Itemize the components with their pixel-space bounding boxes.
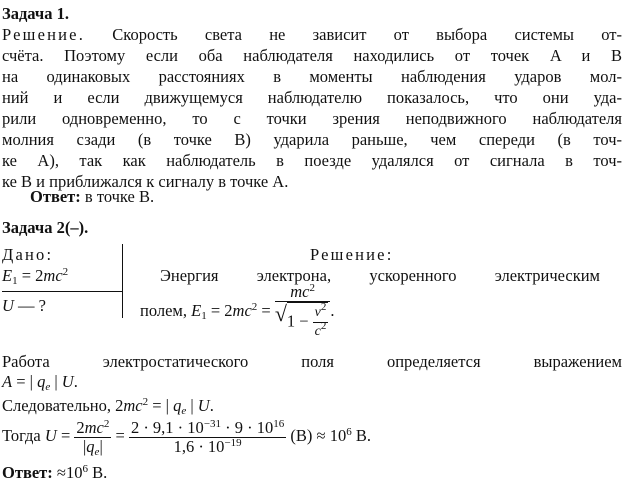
task2-solution-label: Решение: <box>310 245 394 264</box>
find-unknown: U — ? <box>2 296 46 315</box>
task1-line-2: счёта. Поэтому если оба наблюдателя находились от точек A и B <box>2 46 622 65</box>
task1-line-7: ке A), так как наблюдатель в поезде удалялся от сигнала в точ- <box>2 151 622 170</box>
task1-line-4: ний и если движущемуся наблюдателю показалось, что они уда- <box>2 88 622 107</box>
task2-answer-label: Ответ: <box>2 463 53 482</box>
task1-solution-label: Решение. <box>2 25 86 44</box>
task1-answer <box>30 187 629 207</box>
u-fraction: $\frac{2mc^2}{|q_e|}$ <box>76 417 110 458</box>
task1-line-5: рили одновременно, то с точки зрения неподвижного наблюдателя <box>2 109 622 128</box>
given-vertical-rule <box>122 244 123 318</box>
work-line-1: Работа электростатического поля определяется выражением <box>2 352 622 371</box>
given-label: Дано: <box>2 245 54 264</box>
task1-answer-text: в точке B. <box>80 187 155 206</box>
task1-answer-label: Ответ: <box>30 187 81 206</box>
task2-title: Задача 2(–). <box>2 218 89 237</box>
numeric-fraction: $\frac{2 \cdot 9,1 \cdot 10^{-31} \cdot 9 \cdot 10^{16}}{1,6 \cdot 10^{-19}}$ <box>130 417 285 456</box>
task1-line-1: Решение. Скорость света не зависит от выбора системы от- <box>2 25 622 44</box>
then-formula: Тогда U = $\frac{2mc^2}{|q_e|}$ = $\frac{2 \cdot 9,1 \cdot 10^{-31} \cdot 9 \cdot 10^{16}}{1,6 \cdot 10^{-19}}$ $(В) \approx 10^6$ В. <box>2 417 371 458</box>
task1-line-6: молния сзади (в точке B) ударила раньше, чем спереди (в точ- <box>2 130 622 149</box>
given-divider <box>2 291 122 292</box>
energy-line-1: Энергия электрона, ускоренного электрическим <box>160 266 600 285</box>
energy-fraction: $mc^2$ √ 1 − $\frac{v^2}{c^2}$ <box>275 283 331 341</box>
task1-title: Задача 1. <box>2 4 69 23</box>
given-formula: $E_1 = 2mc^2$ <box>2 266 69 287</box>
task1-line-8: ке B и приближался к сигналу в точке A. <box>2 172 289 191</box>
work-line-2: A = | $q_e$ | U. <box>2 372 78 393</box>
task2-answer-text: $\approx 10^6$ В. <box>52 463 108 482</box>
task2-answer <box>2 463 622 483</box>
consequently-line: Следовательно, $2mc^2$ = | $q_e$ | U. <box>2 396 214 417</box>
task1-line-3: на одинаковых расстояниях в моменты наблюдения ударов мол- <box>2 67 622 86</box>
energy-formula: полем, $E_1 = 2mc^2$ = $mc^2$ √ 1 − $\frac{v^2}{c^2}$ . <box>140 282 335 339</box>
